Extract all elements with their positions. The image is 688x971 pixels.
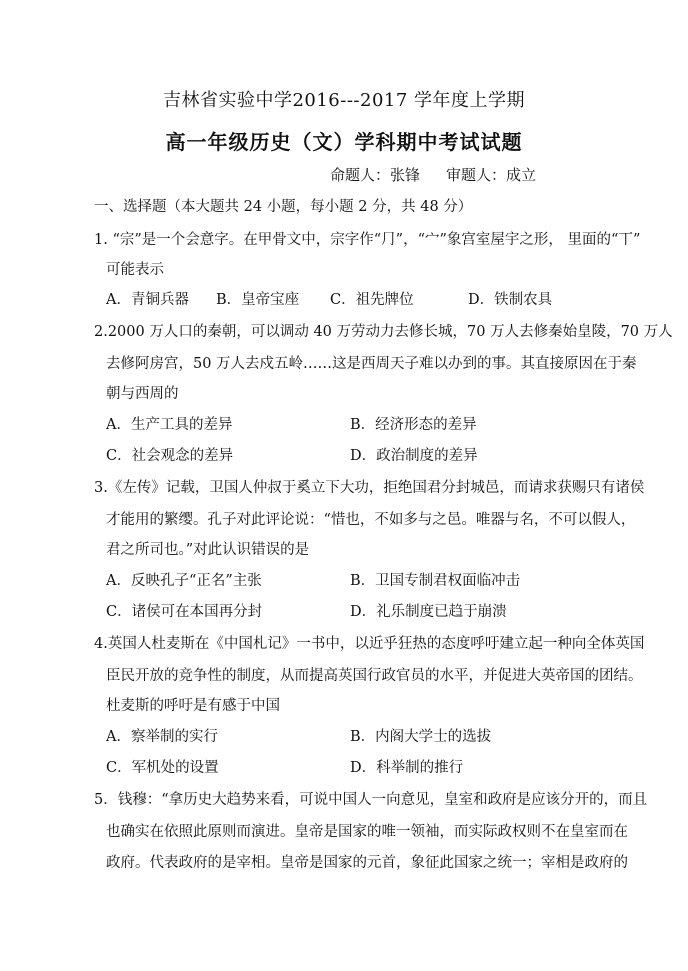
- question-3-option-c: C．诸侯可在本国再分封: [106, 604, 263, 620]
- section-heading: 一、选择题（本大题共 24 小题，每小题 2 分，共 48 分）: [94, 199, 473, 215]
- question-5-line-1: 5．钱穆：“拿历史大趋势来看，可说中国人一向意见，皇室和政府是应该分开的，而且: [94, 792, 648, 808]
- question-1-option-d: D．铁制农具: [468, 292, 553, 308]
- question-3-line-1: 3.《左传》记载，卫国人仲叔于奚立下大功，拒绝国君分封城邑，而请求获赐只有诸侯: [94, 480, 645, 496]
- authors-line: [330, 164, 562, 185]
- question-5-line-2: 也确实在依照此原则而演进。皇帝是国家的唯一领袖，而实际政权则不在皇室而在: [106, 824, 628, 840]
- question-4-line-1: 4.英国人杜麦斯在《中国札记》一书中，以近乎狂热的态度呼吁建立起一种向全体英国: [94, 636, 645, 652]
- question-2-option-b: B．经济形态的差异: [350, 417, 477, 433]
- question-2-option-a: A．生产工具的差异: [106, 417, 233, 433]
- question-2-option-d: D．政治制度的差异: [350, 448, 478, 464]
- question-3-line-3: 君之所司也。”对此认识错误的是: [106, 542, 310, 558]
- question-4-line-2: 臣民开放的竞争性的制度，从而提高英国行政官员的水平，并促进大英帝国的团结。: [106, 668, 643, 684]
- question-3-line-2: 才能用的繁缨。孔子对此评论说：“惜也，不如多与之邑。唯器与名，不可以假人，: [106, 512, 636, 528]
- question-4-option-d: D．科举制的推行: [350, 760, 464, 776]
- exam-title: 高一年级历史（文）学科期中考试试题: [165, 130, 523, 154]
- question-2-line-2: 去修阿房宫，50 万人去戍五岭……这是西周天子难以办到的事。其直接原因在于秦: [106, 356, 637, 372]
- question-1-line-1: 1. “宗”是一个会意字。在甲骨文中，宗字作“⺆”，“宀”象宫室屋宇之形， 里面的“丅”: [94, 232, 641, 248]
- question-1-option-c: C．祖先牌位: [330, 292, 414, 308]
- question-4-option-a: A．察举制的实行: [106, 729, 218, 745]
- question-2-line-3: 朝与西周的: [106, 386, 179, 402]
- reviewer-name: 审题人：成立: [446, 166, 537, 184]
- question-3-option-b: B．卫国专制君权面临冲击: [350, 573, 521, 589]
- question-4-line-3: 杜麦斯的呼吁是有感于中国: [106, 698, 280, 714]
- question-2-option-c: C．社会观念的差异: [106, 448, 234, 464]
- question-1-option-b: B．皇帝宝座: [216, 292, 300, 308]
- question-3-option-d: D．礼乐制度已趋于崩溃: [350, 604, 507, 620]
- question-2-line-1: 2.2000 万人口的秦朝，可以调动 40 万劳动力去修长城，70 万人去修秦始皇陵，70 万人: [94, 324, 673, 340]
- question-4-option-c: C．军机处的设置: [106, 760, 219, 776]
- question-5-line-3: 政府。代表政府的是宰相。皇帝是国家的元首，象征此国家之统一；宰相是政府的: [106, 855, 628, 871]
- question-1-option-a: A．青铜兵器: [106, 292, 189, 308]
- question-1-line-2: 可能表示: [106, 262, 164, 278]
- question-3-option-a: A．反映孔子“正名”主张: [106, 573, 262, 589]
- question-4-option-b: B．内阁大学士的选拔: [350, 729, 492, 745]
- setter-name: 命题人：张锋: [330, 166, 421, 184]
- school-title: 吉林省实验中学2016---2017 学年度上学期: [162, 90, 526, 111]
